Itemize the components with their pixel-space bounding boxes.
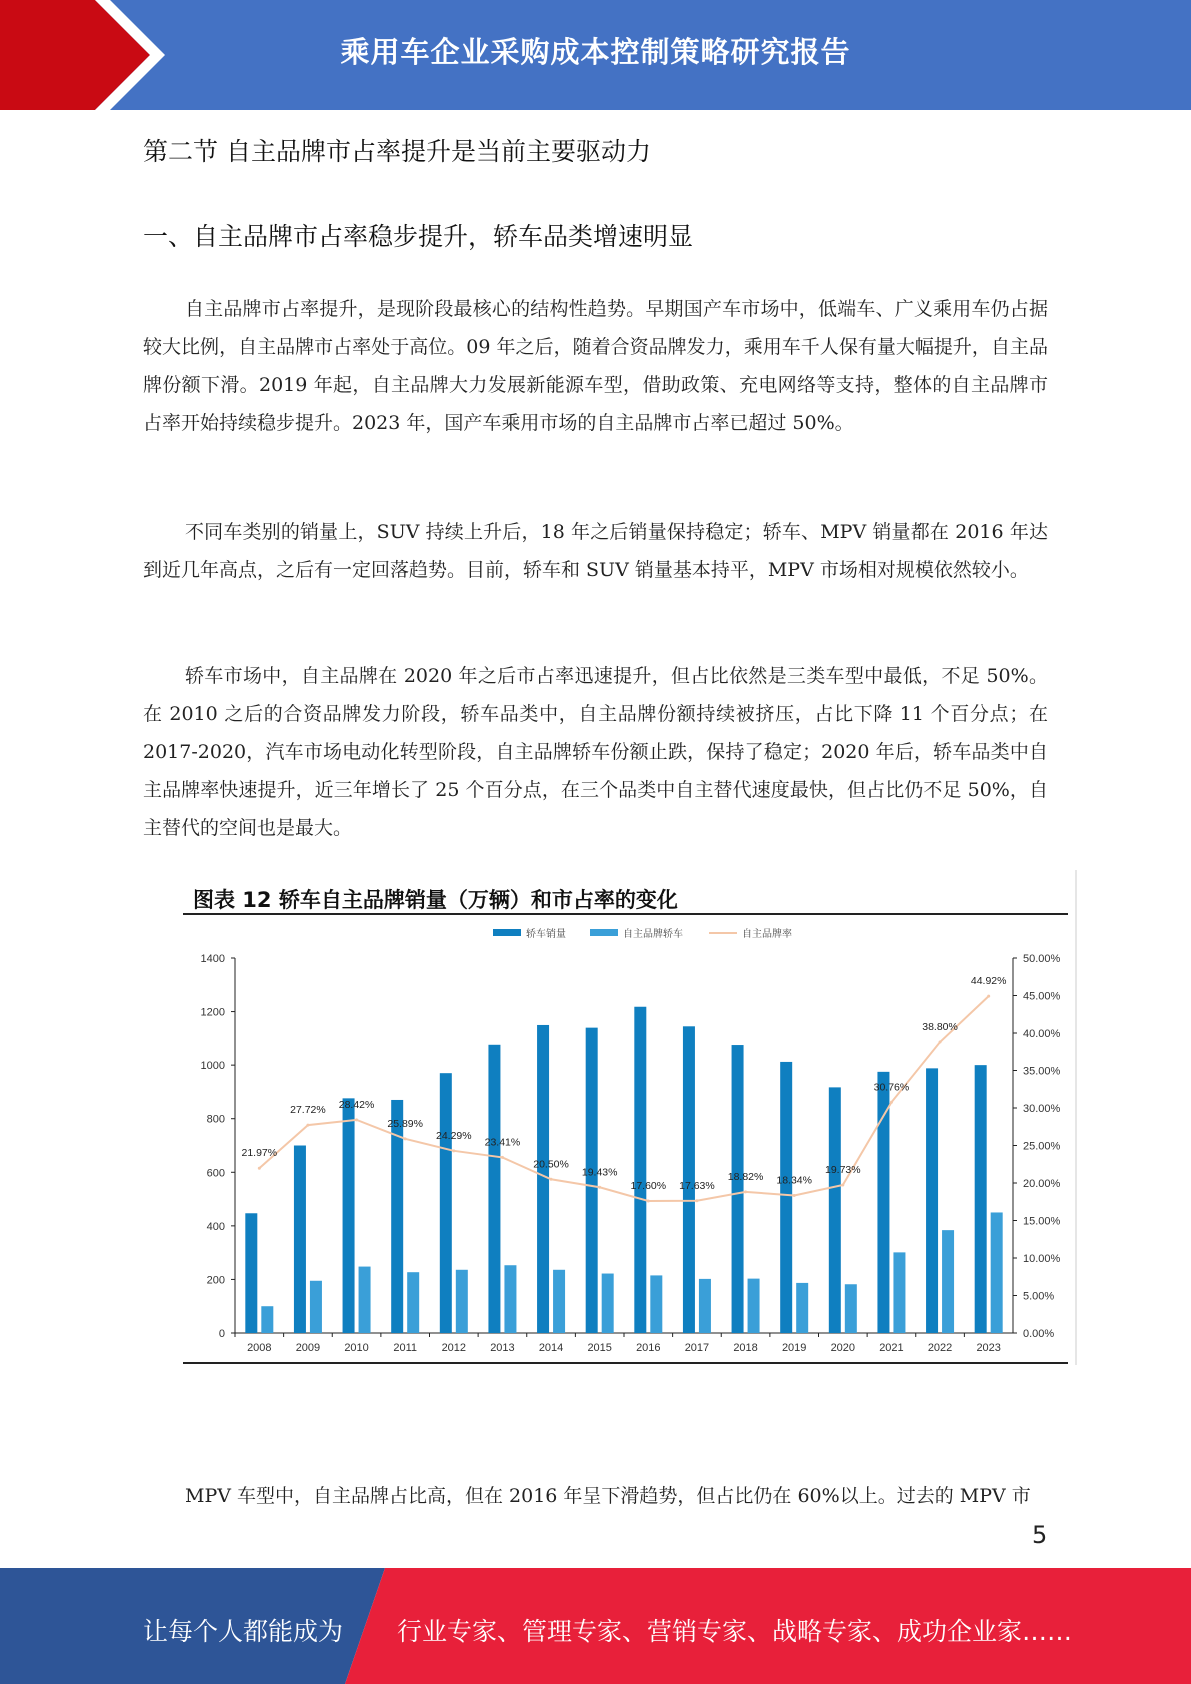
share-data-label: 17.63% [679, 1179, 715, 1192]
x-axis-tick-label: 2020 [830, 1342, 856, 1354]
footer-slogan: 让每个人都能成为 [143, 1617, 344, 1646]
bar-domestic-sedan [310, 1281, 322, 1333]
bar-sedan-sales [877, 1072, 889, 1333]
right-axis-tick-label: 50.00% [1023, 953, 1061, 965]
share-point [550, 1178, 553, 1181]
chart-bottom-rule [183, 1362, 1068, 1364]
share-point [890, 1101, 893, 1104]
bar-sedan-sales [343, 1098, 355, 1333]
right-axis-tick-label: 25.00% [1023, 1140, 1061, 1153]
x-axis-tick-label: 2013 [490, 1342, 515, 1354]
bar-sedan-sales [537, 1025, 549, 1333]
legend-label: 自主品牌轿车 [623, 929, 683, 940]
legend-swatch [493, 929, 521, 936]
x-axis-tick-label: 2016 [636, 1342, 661, 1354]
share-data-label: 21.97% [241, 1147, 278, 1160]
share-point [501, 1156, 504, 1159]
right-axis-tick-label: 35.00% [1023, 1065, 1061, 1078]
right-axis-tick-label: 20.00% [1023, 1178, 1061, 1190]
share-data-label: 19.43% [581, 1166, 618, 1179]
share-data-label: 28.42% [338, 1098, 375, 1111]
header-title: 乘用车企业采购成本控制策略研究报告 [340, 35, 851, 69]
share-data-label: 18.82% [727, 1170, 764, 1183]
bar-sedan-sales [975, 1065, 987, 1333]
bar-domestic-sedan [407, 1272, 419, 1333]
bar-domestic-sedan [942, 1230, 954, 1333]
page-number: 5 [1032, 1521, 1048, 1549]
bar-domestic-sedan [602, 1274, 614, 1333]
bar-sedan-sales [440, 1073, 452, 1333]
bar-domestic-sedan [845, 1284, 857, 1333]
paragraph-3: 轿车市场中，自主品牌在 2020 年之后市占率迅速提升，但占比依然是三类车型中最低，不足 50%。在 2010 之后的合资品牌发力阶段，轿车品类中，自主品牌份额持续被挤压，占比下降 11 个百分点；在 2017-2020，汽车市场电动化转型阶段，自主品牌轿车份额止跌，保持了稳定；2020 年后，轿车品类中自主品牌率快速提升，近三年增长了 25 个百分点，在三个品类中自主替代速度最快，但占比仍不足 50%，自主替代的空间也是最大。 [143, 665, 1048, 839]
bar-domestic-sedan [748, 1279, 760, 1333]
x-axis-tick-label: 2022 [927, 1342, 953, 1354]
bar-domestic-sedan [796, 1283, 808, 1333]
x-axis-tick-label: 2023 [976, 1342, 1001, 1354]
legend-swatch [590, 929, 618, 936]
bar-domestic-sedan [456, 1270, 468, 1333]
share-point [258, 1167, 261, 1170]
share-data-label: 38.80% [922, 1021, 958, 1033]
paragraph-4: MPV 车型中，自主品牌占比高，但在 2016 年呈下滑趋势，但占比仍在 60%以上。过去的 MPV 市 [185, 1485, 1031, 1507]
x-axis-tick-label: 2021 [879, 1342, 904, 1354]
x-axis-tick-label: 2014 [538, 1342, 564, 1354]
x-axis-tick-label: 2010 [344, 1342, 369, 1354]
right-axis-tick-label: 40.00% [1023, 1028, 1061, 1040]
x-axis-tick-label: 2019 [781, 1342, 807, 1354]
bar-domestic-sedan [261, 1306, 273, 1333]
right-axis-tick-label: 45.00% [1023, 990, 1061, 1003]
page-header [0, 0, 1191, 110]
share-data-label: 17.60% [630, 1180, 667, 1192]
right-axis-tick-label: 15.00% [1023, 1215, 1061, 1228]
bar-sedan-sales [245, 1213, 257, 1333]
left-axis-tick-label: 400 [206, 1220, 225, 1233]
paragraph-1: 自主品牌市占率提升，是现阶段最核心的结构性趋势。早期国产车市场中，低端车、广义乘用车仍占据较大比例，自主品牌市占率处于高位。09 年之后，随着合资品牌发力，乘用车千人保有量大幅提升，自主品牌份额下滑。2019 年起，自主品牌大力发展新能源车型，借助政策、充电网络等支持，整体的自主品牌市占率开始持续稳步提升。2023 年，国产车乘用市场的自主品牌市占率已超过 50%。 [143, 298, 1048, 434]
right-axis-tick-label: 30.00% [1023, 1103, 1061, 1115]
x-axis-tick-label: 2009 [295, 1342, 321, 1354]
bar-sedan-sales [634, 1007, 646, 1333]
share-point [939, 1041, 942, 1044]
bar-sedan-sales [780, 1062, 792, 1333]
share-point [404, 1137, 407, 1140]
x-axis-tick-label: 2008 [247, 1342, 272, 1354]
bar-sedan-sales [829, 1087, 841, 1333]
bar-domestic-sedan [650, 1275, 662, 1333]
share-point [647, 1200, 650, 1203]
left-axis-tick-label: 600 [206, 1167, 225, 1180]
bar-domestic-sedan [699, 1279, 711, 1333]
x-axis-tick-label: 2018 [733, 1342, 758, 1354]
share-data-label: 30.76% [873, 1081, 910, 1094]
bar-domestic-sedan [553, 1270, 565, 1333]
bar-domestic-sedan [991, 1212, 1003, 1333]
share-point [841, 1184, 844, 1187]
share-data-label: 44.92% [970, 975, 1007, 988]
x-axis-tick-label: 2012 [441, 1342, 467, 1354]
share-point [452, 1149, 455, 1152]
bar-domestic-sedan [893, 1252, 905, 1333]
share-point [598, 1186, 601, 1189]
share-data-label: 23.41% [484, 1136, 521, 1149]
legend-label: 轿车销量 [526, 929, 566, 940]
share-data-label: 27.72% [290, 1104, 326, 1117]
left-axis-tick-label: 1000 [200, 1060, 225, 1073]
share-data-label: 20.50% [533, 1158, 569, 1171]
bar-sedan-sales [926, 1068, 938, 1333]
bar-sedan-sales [586, 1028, 598, 1333]
bar-domestic-sedan [504, 1265, 516, 1333]
left-axis-tick-label: 0 [218, 1328, 225, 1340]
right-axis-tick-label: 10.00% [1023, 1253, 1061, 1265]
share-point [355, 1118, 358, 1121]
legend-label: 自主品牌率 [742, 929, 792, 940]
share-point [987, 995, 990, 998]
right-axis-tick-label: 5.00% [1023, 1290, 1055, 1303]
share-point [744, 1190, 747, 1193]
share-data-label: 19.73% [825, 1164, 861, 1177]
share-point [306, 1124, 309, 1127]
chart-title: 图表 12 轿车自主品牌销量（万辆）和市占率的变化 [193, 888, 678, 912]
right-axis-tick-label: 0.00% [1023, 1328, 1055, 1340]
footer-slogan-roles: 行业专家、管理专家、营销专家、战略专家、成功企业家…… [397, 1617, 1073, 1646]
x-axis-tick-label: 2017 [684, 1342, 710, 1354]
bar-sedan-sales [294, 1146, 306, 1334]
x-axis-tick-label: 2011 [393, 1342, 418, 1354]
paragraph-2: 不同车类别的销量上，SUV 持续上升后，18 年之后销量保持稳定；轿车、MPV 销量都在 2016 年达到近几年高点，之后有一定回落趋势。目前，轿车和 SUV 销量基本持平，MPV 市场相对规模依然较小。 [143, 521, 1048, 581]
bar-sedan-sales [732, 1045, 744, 1333]
share-point [695, 1199, 698, 1202]
share-point [793, 1194, 796, 1197]
share-data-label: 24.29% [436, 1129, 472, 1142]
bar-domestic-sedan [359, 1267, 371, 1333]
chart-frame-edge [1075, 870, 1077, 1365]
left-axis-tick-label: 200 [206, 1274, 225, 1287]
left-axis-tick-label: 800 [206, 1113, 225, 1126]
share-data-label: 25.89% [387, 1117, 423, 1130]
sub-title: 一、自主品牌市占率稳步提升，轿车品类增速明显 [143, 222, 694, 251]
x-axis-tick-label: 2015 [587, 1342, 612, 1354]
left-axis-tick-label: 1400 [200, 953, 225, 965]
bar-sedan-sales [488, 1045, 500, 1333]
left-axis-tick-label: 1200 [200, 1006, 225, 1019]
share-data-label: 18.34% [776, 1174, 812, 1187]
sedan-sales-chart [183, 915, 1073, 1360]
section-title: 第二节 自主品牌市占率提升是当前主要驱动力 [143, 137, 651, 166]
